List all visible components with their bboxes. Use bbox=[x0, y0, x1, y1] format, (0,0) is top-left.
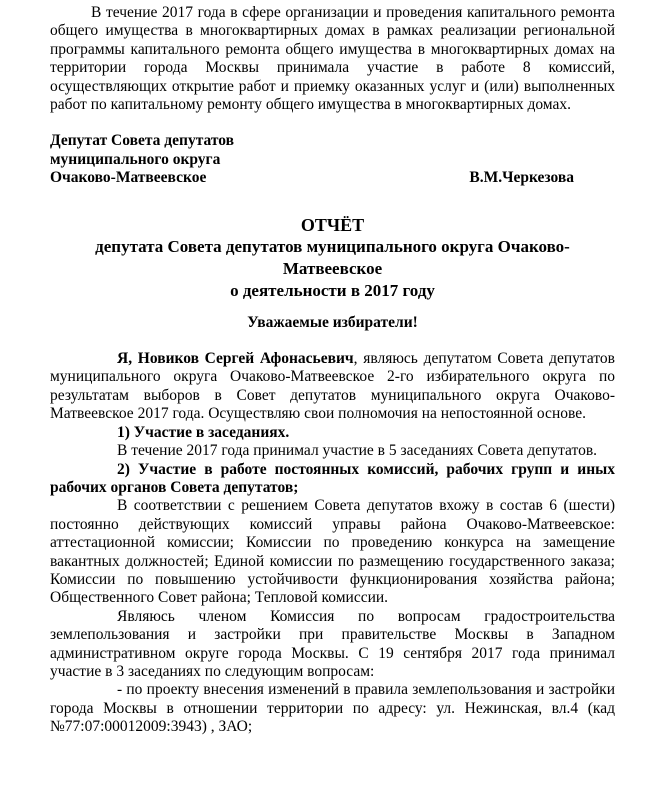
signature-line-3: Очаково-Матвеевское bbox=[50, 169, 207, 187]
body-paragraph-1 bbox=[50, 350, 615, 424]
report-subtitle: депутата Совета депутатов муниципального округа Очаково-Матвеевское bbox=[95, 236, 570, 278]
body-paragraph-1-text: , являюсь депутатом Совета депутатов муниципального округа Очаково-Матвеевское 2-го избирательного округа по результатам выборов в Совет депутатов муниципального округа Очаково-Матвеевское 2017 года. Осуществляю свои полномочия на непостоянной основе. bbox=[50, 350, 615, 423]
section-heading-2: 2) Участие в работе постоянных комиссий, рабочих групп и иных рабочих органов Совета депутатов; bbox=[50, 460, 615, 496]
signature-block bbox=[50, 132, 615, 187]
greeting: Уважаемые избиратели! bbox=[247, 313, 418, 331]
section-heading-1: 1) Участие в заседаниях. bbox=[117, 423, 290, 441]
signature-line-1: Депутат Совета депутатов bbox=[50, 132, 234, 150]
signature-line-3-row bbox=[50, 169, 615, 187]
signature-line-2: муниципального округа bbox=[50, 150, 221, 168]
author-name: Я, Новиков Сергей Афонасьевич bbox=[117, 350, 354, 368]
report-subtitle-2: о деятельности в 2017 году bbox=[230, 280, 435, 300]
signature-name: В.М.Черкезова bbox=[469, 169, 574, 187]
document-page bbox=[50, 4, 615, 737]
intro-paragraph: В течение 2017 года в сфере организации и проведения капитального ремонта общего имущества в многоквартирных домах в рамках реализации региональной программы капитального ремонта общего имущества в многоквартирных домах на территории города Москвы принимала участие в работе 8 комиссий, осуществляющих открытие работ и приемку оказанных услуг и (или) выполненных работ по капитальному ремонту общего имущества в многоквартирных домах. bbox=[50, 4, 615, 114]
report-title: ОТЧЁТ bbox=[300, 214, 365, 235]
body-paragraph-4: Являюсь членом Комиссия по вопросам градостроительства землепользования и застройки при правительстве Москвы в Западном административном округе города Москвы. С 19 сентября 2017 года принимал участие в 3 заседаниях по следующим вопросам: bbox=[50, 607, 615, 680]
body-paragraph-2: В течение 2017 года принимал участие в 5 заседаниях Совета депутатов. bbox=[117, 442, 598, 460]
body-paragraph-3: В соответствии с решением Совета депутатов вхожу в состав 6 (шести) постоянно действующих комиссий управы района Очаково-Матвеевское: аттестационной комиссии; Комиссии по проведению конкурса на замещение вакантных должностей; Единой комиссии по размещению государственного заказа; Комиссии по повышению устойчивости функционирования хозяйства района; Общественного Совет района; Тепловой комиссии. bbox=[50, 497, 615, 607]
body-paragraph-5: - по проекту внесения изменений в правила землепользования и застройки города Москвы в отношении территории по адресу: ул. Нежинская, вл.4 (кад №77:07:00012009:3943) , ЗАО; bbox=[50, 681, 615, 736]
